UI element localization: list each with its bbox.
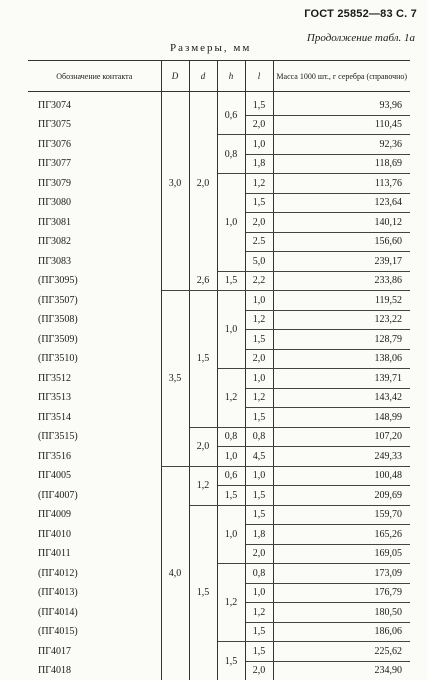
d-cell: 1,2: [189, 466, 217, 505]
h-cell: 0,6: [217, 466, 245, 486]
designation-cell: (ПГ3507): [28, 291, 161, 311]
mass-cell: 249,33: [273, 447, 410, 467]
designation-cell: ПГ3077: [28, 154, 161, 174]
designation-cell: ПГ4017: [28, 642, 161, 662]
table-row: [28, 505, 410, 525]
designation-cell: ПГ4011: [28, 544, 161, 564]
designation-cell: ПГ4009: [28, 505, 161, 525]
mass-cell: 110,45: [273, 115, 410, 135]
h-cell: 1,0: [217, 505, 245, 564]
mass-cell: 139,71: [273, 369, 410, 389]
d-cell: 1,5: [189, 291, 217, 428]
mass-cell: 93,96: [273, 92, 410, 116]
l-cell: 1,5: [245, 330, 273, 350]
mass-cell: 180,50: [273, 603, 410, 623]
l-cell: 1,5: [245, 622, 273, 642]
mass-cell: 225,62: [273, 642, 410, 662]
table-row: [28, 291, 410, 311]
h-cell: 0,6: [217, 92, 245, 135]
designation-cell: ПГ3076: [28, 135, 161, 155]
l-cell: 2,0: [245, 213, 273, 233]
table-row: [28, 447, 410, 467]
designation-cell: ПГ3079: [28, 174, 161, 194]
designation-cell: ПГ3083: [28, 252, 161, 272]
h-cell: 1,2: [217, 564, 245, 642]
table-row: [28, 271, 410, 291]
d-cell: 2,0: [189, 92, 217, 272]
l-cell: 1,0: [245, 135, 273, 155]
table-row: [28, 564, 410, 584]
mass-cell: 113,76: [273, 174, 410, 194]
l-cell: 1,0: [245, 369, 273, 389]
h-cell: 1,0: [217, 447, 245, 467]
l-cell: 2,0: [245, 115, 273, 135]
h-cell: 1,2: [217, 369, 245, 428]
continuation-note: Продолжение табл. 1а: [307, 32, 415, 44]
mass-cell: 165,26: [273, 525, 410, 545]
h-cell: 1,0: [217, 291, 245, 369]
designation-cell: ПГ3514: [28, 408, 161, 428]
mass-cell: 209,69: [273, 486, 410, 506]
table-header: [28, 61, 410, 92]
l-cell: 1,2: [245, 388, 273, 408]
mass-cell: 159,70: [273, 505, 410, 525]
l-cell: 1,5: [245, 505, 273, 525]
designation-cell: ПГ3075: [28, 115, 161, 135]
table-row: [28, 486, 410, 506]
designation-cell: (ПГ3509): [28, 330, 161, 350]
l-cell: 1,5: [245, 408, 273, 428]
mass-cell: 173,09: [273, 564, 410, 584]
mass-cell: 107,20: [273, 427, 410, 447]
mass-cell: 148,99: [273, 408, 410, 428]
table-row: [28, 642, 410, 662]
table-row: [28, 466, 410, 486]
designation-cell: (ПГ4013): [28, 583, 161, 603]
l-cell: 2,0: [245, 661, 273, 680]
col-D: D: [161, 61, 189, 92]
l-cell: 1,2: [245, 174, 273, 194]
designation-cell: ПГ3512: [28, 369, 161, 389]
table-row: [28, 174, 410, 194]
contacts-table: [28, 60, 410, 680]
mass-cell: 234,90: [273, 661, 410, 680]
col-l: l: [245, 61, 273, 92]
mass-cell: 123,64: [273, 193, 410, 213]
l-cell: 1,5: [245, 642, 273, 662]
designation-cell: (ПГ4007): [28, 486, 161, 506]
l-cell: 1,0: [245, 291, 273, 311]
mass-cell: 119,52: [273, 291, 410, 311]
designation-cell: ПГ3080: [28, 193, 161, 213]
designation-cell: ПГ4010: [28, 525, 161, 545]
mass-cell: 118,69: [273, 154, 410, 174]
D-cell-empty: [161, 271, 189, 291]
l-cell: 2,2: [245, 271, 273, 291]
designation-cell: ПГ3082: [28, 232, 161, 252]
l-cell: 2,0: [245, 544, 273, 564]
l-cell: 1,0: [245, 583, 273, 603]
designation-cell: ПГ3081: [28, 213, 161, 233]
mass-cell: 143,42: [273, 388, 410, 408]
col-mass: Масса 1000 шт., г серебра (справочно): [273, 61, 410, 92]
l-cell: 1,5: [245, 92, 273, 116]
designation-cell: ПГ4005: [28, 466, 161, 486]
mass-cell: 138,06: [273, 349, 410, 369]
d-cell: 2,0: [189, 427, 217, 466]
l-cell: 2,0: [245, 349, 273, 369]
col-designation: Обозначение контакта: [28, 61, 161, 92]
d-cell: 2,6: [189, 271, 217, 291]
table-row: [28, 135, 410, 155]
l-cell: 1,0: [245, 466, 273, 486]
l-cell: 1,5: [245, 193, 273, 213]
mass-cell: 123,22: [273, 310, 410, 330]
standard-number: ГОСТ 25852—83 С. 7: [304, 8, 417, 20]
mass-cell: 92,36: [273, 135, 410, 155]
designation-cell: ПГ3516: [28, 447, 161, 467]
designation-cell: (ПГ3510): [28, 349, 161, 369]
l-cell: 0,8: [245, 564, 273, 584]
D-cell: 4,0: [161, 466, 189, 680]
designation-cell: ПГ3513: [28, 388, 161, 408]
l-cell: 1,8: [245, 525, 273, 545]
l-cell: 0,8: [245, 427, 273, 447]
D-cell: 3,5: [161, 291, 189, 467]
D-cell: 3,0: [161, 92, 189, 272]
table-row: [28, 92, 410, 116]
d-cell: 1,5: [189, 505, 217, 680]
l-cell: 1,2: [245, 310, 273, 330]
h-cell: 1,5: [217, 642, 245, 680]
h-cell: 1,5: [217, 271, 245, 291]
l-cell: 1,5: [245, 486, 273, 506]
h-cell: 0,8: [217, 427, 245, 447]
mass-cell: 169,05: [273, 544, 410, 564]
mass-cell: 156,60: [273, 232, 410, 252]
mass-cell: 128,79: [273, 330, 410, 350]
l-cell: 4,5: [245, 447, 273, 467]
mass-cell: 186,06: [273, 622, 410, 642]
l-cell: 1,8: [245, 154, 273, 174]
designation-cell: ПГ4018: [28, 661, 161, 680]
mass-cell: 233,86: [273, 271, 410, 291]
table-row: [28, 369, 410, 389]
col-h: h: [217, 61, 245, 92]
h-cell: 0,8: [217, 135, 245, 174]
mass-cell: 140,12: [273, 213, 410, 233]
mass-cell: 239,17: [273, 252, 410, 272]
designation-cell: (ПГ3095): [28, 271, 161, 291]
designation-cell: (ПГ4012): [28, 564, 161, 584]
l-cell: 1,2: [245, 603, 273, 623]
table-row: [28, 427, 410, 447]
designation-cell: (ПГ4014): [28, 603, 161, 623]
mass-cell: 100,48: [273, 466, 410, 486]
dimensions-caption: Размеры, мм: [170, 42, 251, 54]
mass-cell: 176,79: [273, 583, 410, 603]
col-d: d: [189, 61, 217, 92]
h-cell: 1,0: [217, 174, 245, 272]
designation-cell: (ПГ4015): [28, 622, 161, 642]
designation-cell: (ПГ3515): [28, 427, 161, 447]
designation-cell: ПГ3074: [28, 92, 161, 116]
l-cell: 5,0: [245, 252, 273, 272]
h-cell: 1,5: [217, 486, 245, 506]
designation-cell: (ПГ3508): [28, 310, 161, 330]
l-cell: 2.5: [245, 232, 273, 252]
